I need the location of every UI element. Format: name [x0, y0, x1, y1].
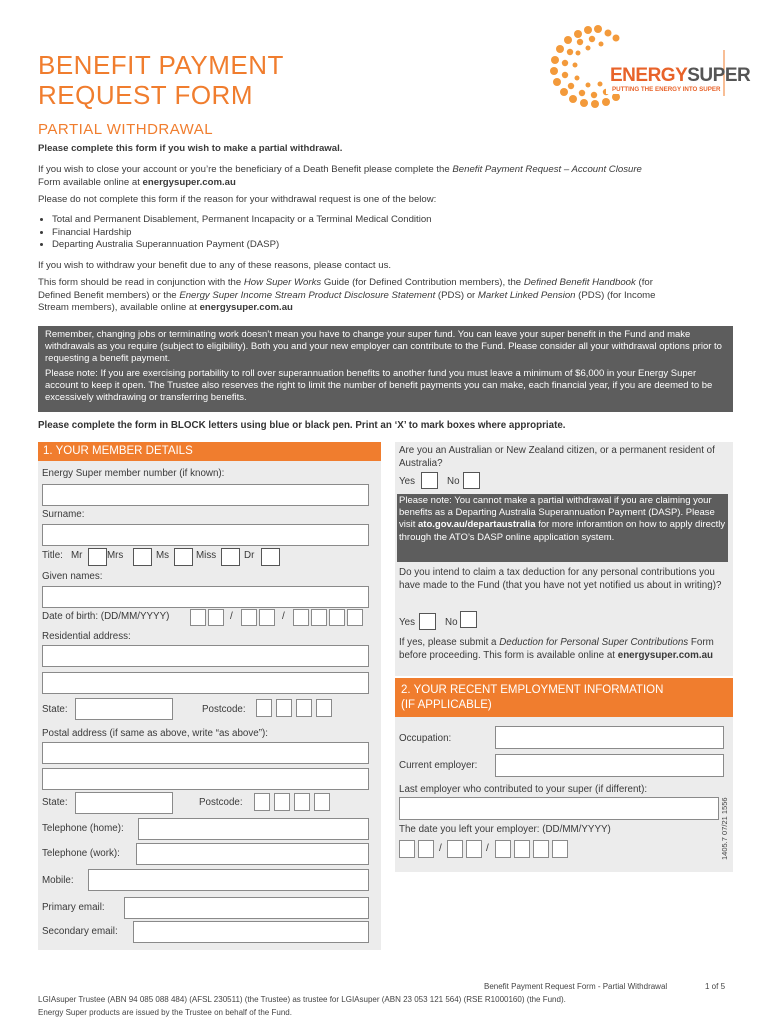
- conj-5: (for: [635, 277, 653, 288]
- close-account-form-name: Benefit Payment Request – Account Closure: [452, 164, 642, 175]
- title-mr-checkbox[interactable]: [88, 548, 107, 566]
- citizen-no-label: No: [447, 476, 460, 487]
- section-1-heading: 1. YOUR MEMBER DETAILS: [38, 442, 381, 461]
- conjunction-text: [38, 277, 738, 315]
- postcode-digit[interactable]: [276, 699, 292, 717]
- dob-year-digit[interactable]: [293, 609, 309, 626]
- title-option-miss: Miss: [196, 550, 217, 561]
- date-left-day-digit[interactable]: [418, 840, 434, 858]
- postal-address-line-2[interactable]: [42, 768, 369, 790]
- occupation-input[interactable]: [495, 726, 724, 749]
- dob-year-digit[interactable]: [329, 609, 345, 626]
- page-subtitle: PARTIAL WITHDRAWAL: [38, 121, 214, 138]
- exclusion-item: • Departing Australia Superannuation Payment (DASP): [52, 239, 432, 252]
- contact-text: If you wish to withdraw your benefit due to any of these reasons, please contact us.: [38, 260, 392, 271]
- postal-postcode-digit[interactable]: [254, 793, 270, 811]
- citizen-yes-label: Yes: [399, 476, 415, 487]
- surname-input[interactable]: [42, 524, 369, 546]
- tax-yes-checkbox[interactable]: [419, 613, 436, 630]
- section-2-heading: [395, 678, 733, 717]
- partial-withdrawal-instruction: Please complete this form if you wish to make a partial withdrawal.: [38, 143, 343, 154]
- residential-address-label: Residential address:: [42, 631, 131, 642]
- state-input[interactable]: [75, 698, 173, 720]
- dasp-note-b: for more inforamtion on how to apply directly through the ATO’s DASP online application system.: [399, 519, 726, 543]
- section-2-heading-line-2: (IF APPLICABLE): [401, 699, 492, 711]
- close-account-a: If you wish to close your account or you’re the beneficiary of a Death Benefit please complete the: [38, 164, 453, 175]
- telephone-work-label: Telephone (work):: [42, 848, 120, 859]
- current-employer-label: Current employer:: [399, 760, 478, 771]
- postcode-digit[interactable]: [296, 699, 312, 717]
- surname-label: Surname:: [42, 509, 85, 520]
- tax-no-label: No: [445, 617, 458, 628]
- conj-11: Stream members), available online at: [38, 302, 200, 313]
- dob-year-digit[interactable]: [347, 609, 363, 626]
- postal-address-line-1[interactable]: [42, 742, 369, 764]
- if-yes-a: If yes, please submit a: [399, 637, 500, 648]
- title-option-dr: Dr: [244, 550, 255, 561]
- current-employer-input[interactable]: [495, 754, 724, 777]
- date-left-year-digit[interactable]: [552, 840, 568, 858]
- close-account-text: [38, 164, 738, 189]
- dob-month-digit[interactable]: [259, 609, 275, 626]
- title-option-mr: Mr: [71, 550, 83, 561]
- logo-brand-a: ENERGY: [610, 65, 688, 86]
- form-code: 1405.7 07/21 1556: [720, 797, 729, 860]
- dob-month-digit[interactable]: [241, 609, 257, 626]
- conj-8: (PDS) or: [435, 289, 478, 301]
- residential-address-line-1[interactable]: [42, 645, 369, 667]
- mobile-input[interactable]: [88, 869, 369, 891]
- member-number-input[interactable]: [42, 484, 369, 506]
- date-left-month-digit[interactable]: [466, 840, 482, 858]
- last-employer-label: Last employer who contributed to your super (if different):: [399, 784, 648, 795]
- conj-1: This form should be read in conjunction with the: [38, 277, 244, 288]
- title-mrs-checkbox[interactable]: [133, 548, 152, 566]
- close-account-b: Form available online at: [38, 176, 143, 188]
- do-not-complete-text: Please do not complete this form if the reason for your withdrawal request is one of the below:: [38, 194, 437, 205]
- postal-state-label: State:: [42, 797, 68, 808]
- citizen-no-checkbox[interactable]: [463, 472, 480, 489]
- state-label: State:: [42, 704, 68, 715]
- logo-wordmark: [610, 65, 750, 87]
- notice-box: [38, 326, 733, 412]
- conj-6: Defined Benefit members) or the: [38, 289, 180, 301]
- postal-postcode-label: Postcode:: [199, 797, 243, 808]
- date-left-separator: /: [486, 843, 489, 854]
- footer-page-number: 1 of 5: [705, 982, 726, 991]
- member-number-label: Energy Super member number (if known):: [42, 468, 225, 479]
- date-left-label: The date you left your employer: (DD/MM/YYYY): [399, 824, 611, 835]
- dob-separator: /: [230, 611, 233, 622]
- last-employer-input[interactable]: [399, 797, 719, 820]
- if-yes-form-name: Deduction for Personal Super Contributions: [499, 637, 689, 648]
- dob-day-digit[interactable]: [208, 609, 224, 626]
- primary-email-input[interactable]: [124, 897, 369, 919]
- given-names-label: Given names:: [42, 571, 103, 582]
- postal-postcode-digit[interactable]: [314, 793, 330, 811]
- footer-form-name: Benefit Payment Request Form - Partial Withdrawal: [484, 982, 668, 991]
- conj-link[interactable]: energysuper.com.au: [199, 302, 293, 313]
- section-2-heading-line-1: 2. YOUR RECENT EMPLOYMENT INFORMATION: [401, 684, 664, 696]
- telephone-home-label: Telephone (home):: [42, 823, 124, 834]
- title-label: Title:: [42, 550, 63, 561]
- title-miss-checkbox[interactable]: [221, 548, 240, 566]
- conj-2: How Super Works: [243, 277, 322, 288]
- date-left-day-digit[interactable]: [399, 840, 415, 858]
- postcode-digit[interactable]: [316, 699, 332, 717]
- dasp-note-a: Please note: You cannot make a partial withdrawal if you are claiming your benefits as a Departing Australia Superannuation Payment (DASP). Please visit: [399, 495, 715, 531]
- conj-7: Energy Super Income Stream Product Disclosure Statement: [179, 289, 436, 301]
- title-ms-checkbox[interactable]: [174, 548, 193, 566]
- exclusion-item: • Financial Hardship: [52, 227, 432, 240]
- title-option-mrs: Mrs: [107, 550, 124, 561]
- postal-postcode-digit[interactable]: [274, 793, 290, 811]
- if-yes-b: Form before proceeding. This form is available online at: [399, 637, 714, 661]
- dasp-link[interactable]: ato.gov.au/departaustralia: [418, 519, 536, 531]
- date-left-year-digit[interactable]: [495, 840, 511, 858]
- close-account-link[interactable]: energysuper.com.au: [142, 176, 236, 188]
- telephone-work-input[interactable]: [136, 843, 369, 865]
- residential-address-line-2[interactable]: [42, 672, 369, 694]
- exclusion-list: [38, 214, 432, 252]
- date-left-separator: /: [439, 843, 442, 854]
- citizen-yes-checkbox[interactable]: [421, 472, 438, 489]
- citizenship-question: Are you an Australian or New Zealand citizen, or a permanent resident of Australia?: [399, 445, 715, 469]
- conj-10: (PDS) (for Income: [575, 289, 656, 301]
- mobile-label: Mobile:: [42, 875, 74, 886]
- telephone-home-input[interactable]: [138, 818, 369, 840]
- postal-postcode-digit[interactable]: [294, 793, 310, 811]
- given-names-input[interactable]: [42, 586, 369, 608]
- exclusion-item: • Total and Permanent Disablement, Permanent Incapacity or a Terminal Medical Condition: [52, 214, 432, 227]
- date-left-month-digit[interactable]: [447, 840, 463, 858]
- footer-issued: Energy Super products are issued by the Trustee on behalf of the Fund.: [38, 1008, 292, 1017]
- logo-brand-b: SUPER: [687, 65, 751, 86]
- date-left-year-digit[interactable]: [514, 840, 530, 858]
- postal-state-input[interactable]: [75, 792, 173, 814]
- tax-yes-label: Yes: [399, 617, 415, 628]
- dob-year-digit[interactable]: [311, 609, 327, 626]
- conj-4: Defined Benefit Handbook: [523, 277, 636, 288]
- secondary-email-input[interactable]: [133, 921, 369, 943]
- secondary-email-label: Secondary email:: [42, 926, 118, 937]
- notice-paragraph-2: Please note: If you are exercising portability to roll over superannuation benefits to another fund you must leave a minimum of $6,000 in your Energy Super account to keep it open. The Trustee also reserves the right to limit the number of benefit payments you can make, each financial year, if you are deemed to be excessively withdrawing or transferring benefits.: [45, 367, 713, 404]
- primary-email-label: Primary email:: [42, 902, 105, 913]
- date-left-year-digit[interactable]: [533, 840, 549, 858]
- page-title: [38, 50, 284, 110]
- conj-9: Market Linked Pension: [477, 289, 576, 301]
- block-letters-instruction: Please complete the form in BLOCK letters using blue or black pen. Print an ‘X’ to mark boxes where appropriate.: [38, 420, 566, 431]
- if-yes-text: [399, 636, 721, 662]
- dasp-note: [397, 494, 728, 562]
- occupation-label: Occupation:: [399, 733, 452, 744]
- logo-tagline: PUTTING THE ENERGY INTO SUPER: [612, 86, 721, 93]
- tax-deduction-question: Do you intend to claim a tax deduction for any personal contributions you have made to the Fund (that you have not yet notified us about in writing)?: [399, 567, 722, 591]
- title-dr-checkbox[interactable]: [261, 548, 280, 566]
- dob-label: Date of birth: (DD/MM/YYYY): [42, 611, 170, 622]
- energy-super-logo: [538, 20, 751, 112]
- postcode-digit[interactable]: [256, 699, 272, 717]
- conj-3: Guide (for Defined Contribution members), the: [321, 277, 524, 288]
- title-option-ms: Ms: [156, 550, 170, 561]
- title-line-2: REQUEST FORM: [38, 80, 253, 110]
- footer-trustee: LGIAsuper Trustee (ABN 94 085 088 484) (AFSL 230511) (the Trustee) as trustee for LGIAsuper (ABN 23 053 121 564) (RSE R1000160) (the Fund).: [38, 995, 566, 1004]
- dob-day-digit[interactable]: [190, 609, 206, 626]
- notice-paragraph-1: Remember, changing jobs or terminating work doesn’t mean you have to change your super fund. You can leave your super benefit in the Fund and make withdrawals as you require (subject to eligibility). Both you and your new employer can contribute to the Fund. Please consider all your withdrawal options prior to requesting a benefit payment.: [45, 329, 722, 365]
- if-yes-link[interactable]: energysuper.com.au: [617, 650, 714, 661]
- postcode-label: Postcode:: [202, 704, 246, 715]
- tax-no-checkbox[interactable]: [460, 611, 477, 628]
- postal-address-label: Postal address (if same as above, write “as above”):: [42, 728, 268, 739]
- dob-separator: /: [282, 611, 285, 622]
- title-line-1: BENEFIT PAYMENT: [38, 50, 284, 80]
